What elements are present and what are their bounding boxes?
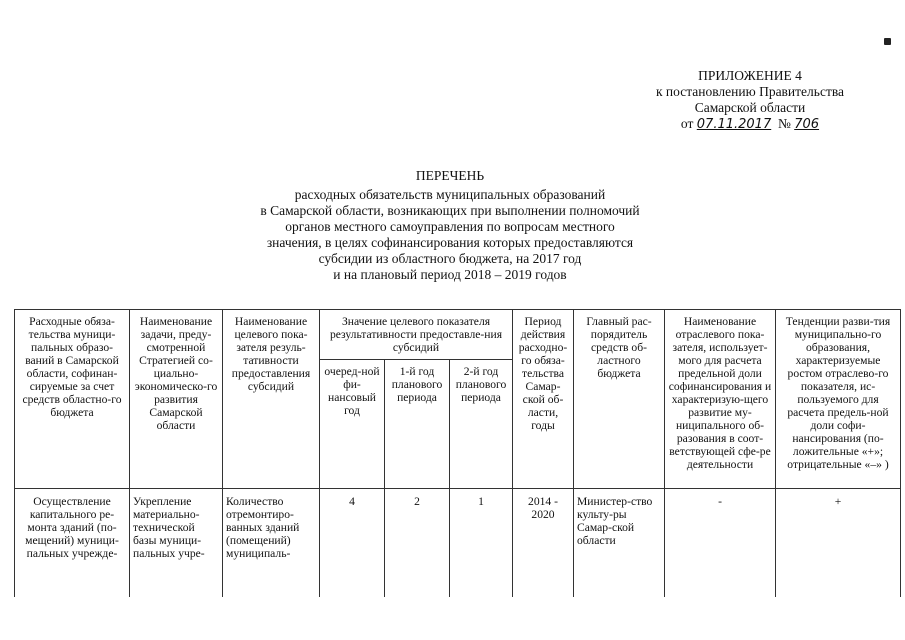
- table-row: [15, 489, 901, 598]
- cell-task: Укрепление материально-технической базы муници-пальных учре-: [130, 489, 223, 598]
- obligations-table: [14, 309, 901, 597]
- cell-manager: Министер-ство культу-ры Самар-ской области: [574, 489, 665, 598]
- header-indicator: Наименование целевого пока-зателя резуль-тативности предоставления субсидий: [223, 310, 320, 489]
- appendix-block: [600, 68, 900, 133]
- appendix-signature-line: [600, 116, 900, 133]
- title-line: расходных обязательств муниципальных образований: [294, 187, 606, 202]
- subheader-plan-year-1: 1-й год планового периода: [385, 360, 450, 489]
- subheader-current-year: очеред-ной фи-нансовый год: [320, 360, 385, 489]
- cell-indicator: Количество отремонтиро-ванных зданий (помещений) муниципаль-: [223, 489, 320, 598]
- cell-trend: +: [776, 489, 901, 598]
- title-line: и на плановый период 2018 – 2019 годов: [333, 267, 567, 282]
- appendix-region: Самарской области: [694, 100, 806, 115]
- cell-period: 2014 - 2020: [513, 489, 574, 598]
- document-title: [150, 168, 750, 283]
- title-line: значения, в целях софинансирования которых предоставляются: [266, 235, 634, 250]
- corner-mark: [884, 38, 891, 45]
- decree-date: 07.11.2017: [696, 117, 772, 132]
- cell-obligation: Осуществление капитального ре-монта зданий (по-мещений) муници-пальных учрежде-: [15, 489, 130, 598]
- decree-number: 706: [794, 117, 820, 132]
- cell-plan-year-2: 1: [450, 489, 513, 598]
- cell-current-year: 4: [320, 489, 385, 598]
- title-heading: ПЕРЕЧЕНЬ: [415, 168, 485, 183]
- from-label: от: [680, 116, 694, 131]
- header-obligations: Расходные обяза-тельства муници-пальных образо-ваний в Самарской области, софинан-сируемые за счет средств областно-го бюджета: [15, 310, 130, 489]
- header-indicator-value: Значение целевого показателя результативности предоставле-ния субсидий: [320, 310, 513, 360]
- header-task: Наименование задачи, преду-смотренной Стратегией со-циально-экономическо-го развития Самарской области: [130, 310, 223, 489]
- title-line: в Самарской области, возникающих при выполнении полномочий: [260, 203, 640, 218]
- header-row: [15, 310, 901, 360]
- appendix-resolution: к постановлению Правительства: [655, 84, 845, 99]
- title-line: органов местного самоуправления по вопросам местного: [285, 219, 615, 234]
- cell-plan-year-1: 2: [385, 489, 450, 598]
- header-manager: Главный рас-порядитель средств об-ластного бюджета: [574, 310, 665, 489]
- number-label: №: [777, 116, 791, 131]
- title-line: субсидии из областного бюджета, на 2017 год: [318, 251, 582, 266]
- header-trends: Тенденции разви-тия муниципально-го образования, характеризуемые ростом отраслево-го показателя, ис-пользуемого для расчета предель-ной доли софи-нансирования (по-ложительные «+»; отрицательные «–» ): [776, 310, 901, 489]
- header-period: Период действия расходно-го обяза-тельства Самар-ской об-ласти, годы: [513, 310, 574, 489]
- cell-sector-indicator: -: [665, 489, 776, 598]
- subheader-plan-year-2: 2-й год планового периода: [450, 360, 513, 489]
- header-sector-indicator: Наименование отраслевого пока-зателя, использует-мого для расчета предельной доли софинансирования и характеризую-щего развитие му-ниципального об-разования в соот-ветствующей сфе-ре деятельности: [665, 310, 776, 489]
- appendix-title: ПРИЛОЖЕНИЕ 4: [698, 68, 802, 83]
